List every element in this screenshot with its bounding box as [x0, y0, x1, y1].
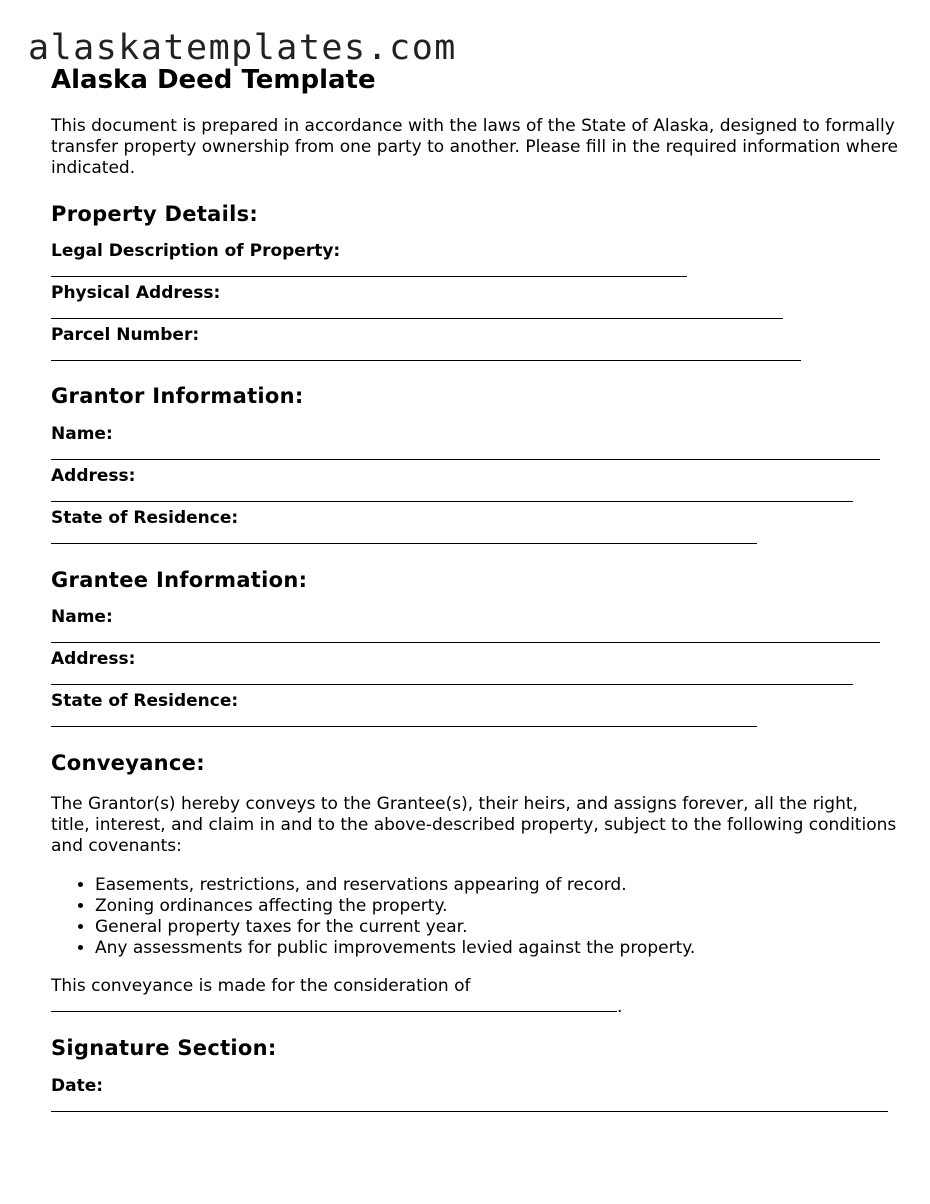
grantor-address-field[interactable]: [51, 487, 901, 508]
grantee-name-label: Name:: [51, 607, 113, 627]
watermark-text: alaskatemplates.com: [28, 28, 457, 68]
list-item: • Any assessments for public improvements levied against the property.: [95, 938, 901, 959]
grantor-address-label: Address:: [51, 466, 136, 486]
parcel-number-label: Parcel Number:: [51, 325, 200, 345]
consideration-field[interactable]: [51, 997, 901, 1018]
property-details-heading: Property Details:: [51, 202, 259, 226]
grantee-address-field[interactable]: [51, 670, 901, 691]
conditions-list: [51, 875, 901, 959]
list-item: • Easements, restrictions, and reservations appearing of record.: [95, 875, 901, 896]
consideration-text: This conveyance is made for the consideration of: [51, 976, 471, 996]
grantor-state-field[interactable]: [51, 529, 901, 550]
list-item: • General property taxes for the current year.: [95, 917, 901, 938]
physical-address-label: Physical Address:: [51, 283, 221, 303]
grantor-state-label: State of Residence:: [51, 508, 239, 528]
deed-document: [51, 62, 901, 1118]
legal-description-label: Legal Description of Property:: [51, 241, 341, 261]
grantor-name-field[interactable]: [51, 445, 901, 466]
parcel-number-field[interactable]: [51, 346, 901, 367]
grantor-name-label: Name:: [51, 424, 113, 444]
conveyance-paragraph: The Grantor(s) hereby conveys to the Grantee(s), their heirs, and assigns forever, all the right, title, interest, and claim in and to the above-described property, subject to the following conditions and covenants:: [51, 794, 897, 856]
grantee-name-field[interactable]: [51, 628, 901, 649]
intro-paragraph: This document is prepared in accordance with the laws of the State of Alaska, designed to formally transfer property ownership from one party to another. Please fill in the required information where indicated.: [51, 116, 899, 178]
legal-description-field[interactable]: [51, 262, 901, 283]
grantee-address-label: Address:: [51, 649, 136, 669]
date-field[interactable]: [51, 1097, 901, 1118]
grantee-state-label: State of Residence:: [51, 691, 239, 711]
conveyance-heading: Conveyance:: [51, 751, 205, 775]
grantor-information-heading: Grantor Information:: [51, 384, 304, 408]
grantee-information-heading: Grantee Information:: [51, 568, 308, 592]
page-title: Alaska Deed Template: [51, 65, 376, 95]
consideration-period: .: [617, 997, 623, 1017]
physical-address-field[interactable]: [51, 304, 901, 325]
date-label: Date:: [51, 1076, 104, 1096]
list-item: • Zoning ordinances affecting the property.: [95, 896, 901, 917]
signature-section-heading: Signature Section:: [51, 1036, 277, 1060]
grantee-state-field[interactable]: [51, 712, 901, 733]
